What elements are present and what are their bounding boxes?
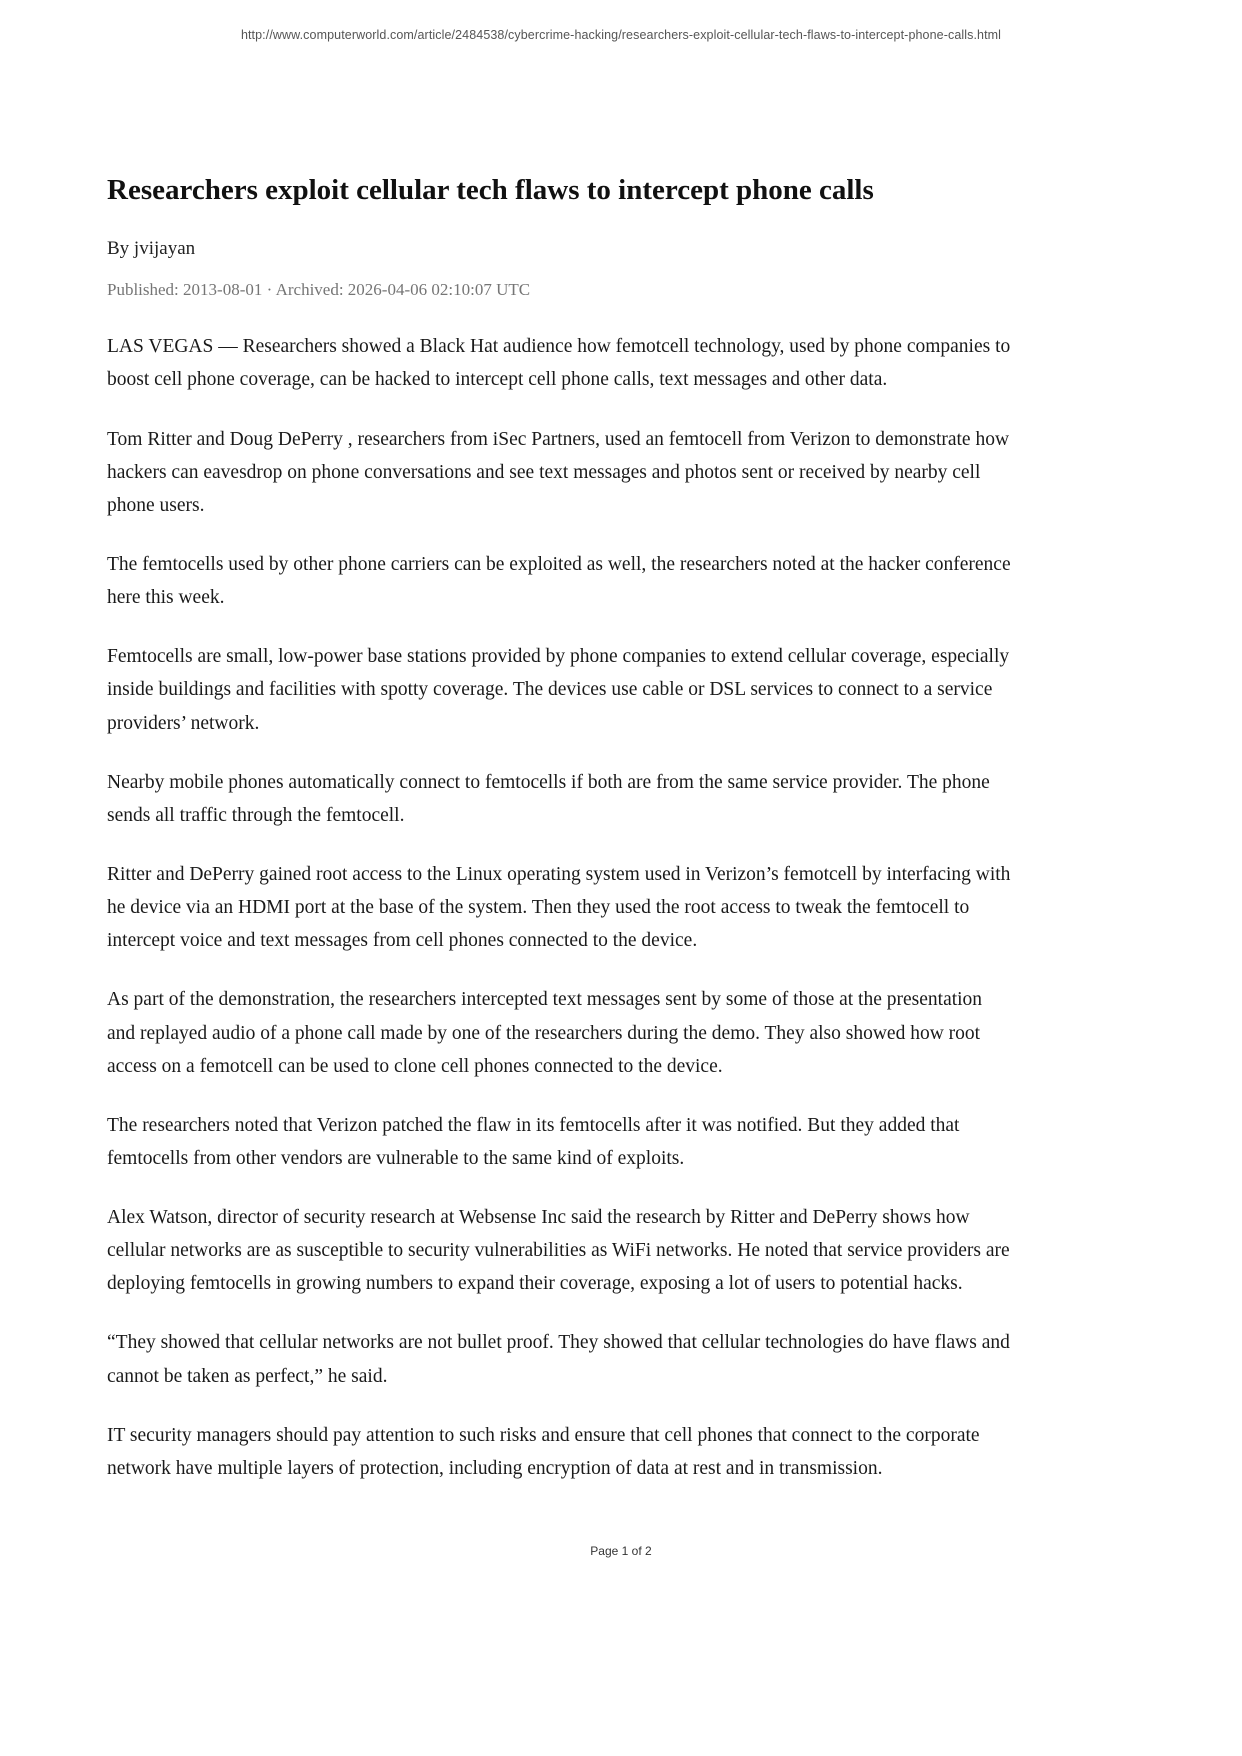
article-paragraph: Ritter and DePerry gained root access to the Linux operating system used in Verizon’s femotcell by interfacing with he device via an HDMI port at the base of the system. Then they used the root access to tweak the femtocell to intercept voice and text messages from cell phones connected to the device.: [107, 863, 1011, 952]
article-title: Researchers exploit cellular tech flaws to intercept phone calls: [107, 174, 874, 206]
article: [107, 172, 1012, 1511]
article-paragraph: IT security managers should pay attention to such risks and ensure that cell phones that connect to the corporate network have multiple layers of protection, including encryption of data at rest and in transmission.: [107, 1424, 980, 1479]
article-paragraph: Alex Watson, director of security research at Websense Inc said the research by Ritter and DePerry shows how cellular networks are as susceptible to security vulnerabilities as WiFi networks. He noted that service providers are deploying femtocells in growing numbers to expand their coverage, exposing a lot of users to potential hacks.: [107, 1207, 1010, 1295]
article-paragraph: Tom Ritter and Doug DePerry , researchers from iSec Partners, used an femtocell from Verizon to demonstrate how hackers can eavesdrop on phone conversations and see text messages and photos sent or received by nearby cell phone users.: [107, 428, 1010, 516]
article-paragraph: As part of the demonstration, the researchers intercepted text messages sent by some of those at the presentation and replayed audio of a phone call made by one of the researchers during the demo. They also showed how root access on a femotcell can be used to clone cell phones connected to the device.: [107, 989, 983, 1077]
article-paragraph: The femtocells used by other phone carriers can be exploited as well, the researchers noted at the hacker conference here this week.: [107, 553, 1011, 609]
article-paragraph: Femtocells are small, low-power base stations provided by phone companies to extend cellular coverage, especially inside buildings and facilities with spotty coverage. The devices use cable or DSL services to connect to a service providers’ network.: [107, 646, 1010, 734]
article-paragraph: The researchers noted that Verizon patched the flaw in its femtocells after it was notified. But they added that femtocells from other vendors are vulnerable to the same kind of exploits.: [107, 1114, 960, 1169]
article-meta: Published: 2013-08-01 · Archived: 2026-04-06 02:10:07 UTC: [107, 280, 531, 300]
source-url: http://www.computerworld.com/article/2484538/cybercrime-hacking/researchers-exploit-cellular-tech-flaws-to-intercept-phone-calls.html: [240, 28, 1002, 42]
page-number: Page 1 of 2: [590, 1544, 652, 1558]
article-paragraph: “They showed that cellular networks are not bullet proof. They showed that cellular technologies do have flaws and cannot be taken as perfect,” he said.: [107, 1332, 1010, 1387]
article-paragraph: LAS VEGAS — Researchers showed a Black Hat audience how femotcell technology, used by phone companies to boost cell phone coverage, can be hacked to intercept cell phone calls, text messages and other data.: [107, 336, 1011, 391]
article-body: [107, 330, 1012, 1485]
article-paragraph: Nearby mobile phones automatically connect to femtocells if both are from the same service provider. The phone sends all traffic through the femtocell.: [107, 771, 990, 826]
article-byline: By jvijayan: [107, 238, 196, 260]
